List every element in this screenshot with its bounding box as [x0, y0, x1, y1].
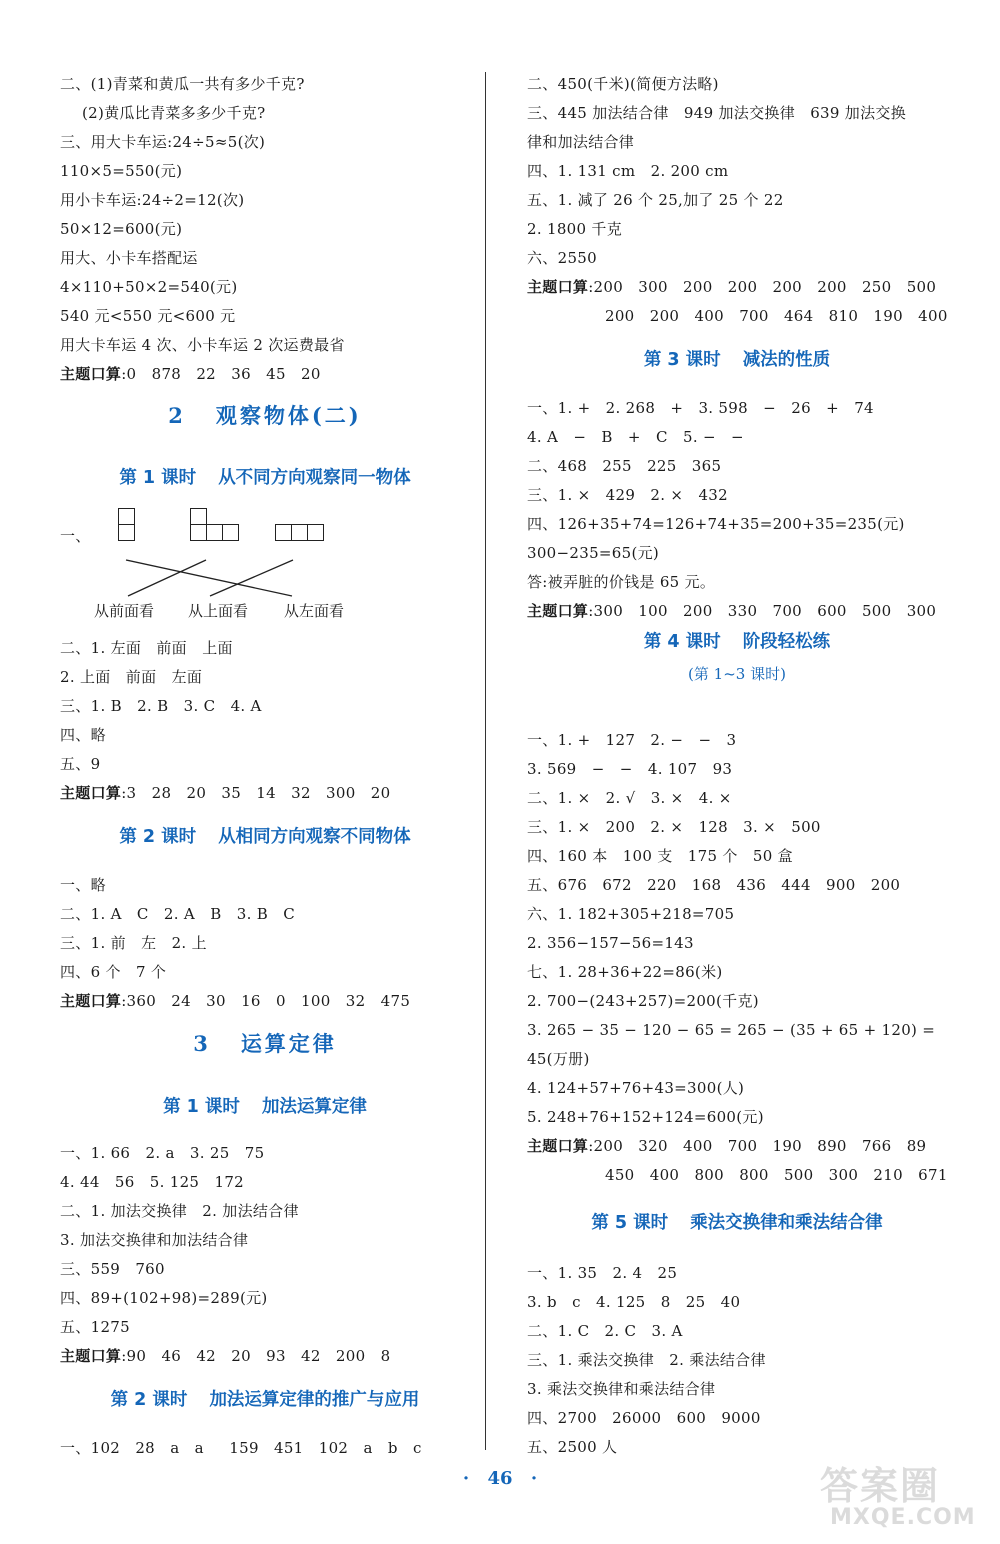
lesson-number: 第 3 课时 — [643, 350, 721, 370]
answer-line: 用大卡车运 4 次、小卡车运 2 次运费最省 — [60, 336, 345, 354]
answer-line: 二、(1)青菜和黄瓜一共有多少千克? — [60, 75, 305, 93]
answer-line: 一、1. 66 2. a 3. 25 75 — [60, 1144, 265, 1162]
answer-line: 2. 上面 前面 左面 — [60, 668, 203, 686]
unit-title: 观察物体(二) — [215, 403, 362, 428]
lesson-heading — [60, 466, 470, 490]
lesson-title: 阶段轻松练 — [742, 632, 831, 652]
lesson-title: 加法运算定律 — [261, 1097, 367, 1117]
answer-line: 三、1. 前 左 2. 上 — [60, 934, 207, 952]
page-dot: · — [530, 1468, 538, 1489]
mental-math-values: :360 24 30 16 0 100 32 475 — [121, 992, 411, 1010]
mental-math-line — [60, 364, 321, 384]
answer-line: 4. A − B + C 5. − − — [527, 428, 744, 446]
lesson-number: 第 2 课时 — [119, 827, 197, 847]
answer-line: 三、用大卡车运:24÷5≈5(次) — [60, 133, 266, 151]
answer-line: 三、1. × 200 2. × 128 3. × 500 — [527, 818, 821, 836]
column-divider — [485, 72, 486, 1450]
answer-line: 一、1. 35 2. 4 25 — [527, 1264, 678, 1282]
answer-line: 一、1. + 2. 268 + 3. 598 − 26 + 74 — [527, 399, 874, 417]
unit-number: 3 — [193, 1031, 211, 1056]
mental-math-values: :200 300 200 200 200 200 250 500 — [588, 278, 937, 296]
mental-math-values: :300 100 200 330 700 600 500 300 — [588, 602, 937, 620]
mental-math-line — [60, 783, 390, 803]
answer-line: 三、1. 乘法交换律 2. 乘法结合律 — [527, 1351, 766, 1369]
answer-line: 一、1. + 127 2. − − 3 — [527, 731, 737, 749]
lesson-heading — [527, 348, 947, 372]
answer-line: 4. 124+57+76+43=300(人) — [527, 1079, 745, 1097]
page-dot: · — [462, 1468, 470, 1489]
answer-line: 4. 44 56 5. 125 172 — [60, 1173, 245, 1191]
lesson-subheading: (第 1~3 课时) — [688, 665, 786, 683]
answer-line: 50×12=600(元) — [60, 220, 183, 238]
answer-line: 5. 248+76+152+124=600(元) — [527, 1108, 764, 1126]
answer-line: 4×110+50×2=540(元) — [60, 278, 238, 296]
view-label-top: 从上面看 — [188, 602, 249, 620]
lesson-number: 第 1 课时 — [119, 468, 197, 488]
answer-line: 三、1. × 429 2. × 432 — [527, 486, 728, 504]
answer-line: 七、1. 28+36+22=86(米) — [527, 963, 723, 981]
watermark-text: 答案圈 — [820, 1464, 941, 1508]
unit-title: 运算定律 — [240, 1031, 337, 1056]
answer-line: 四、126+35+74=126+74+35=200+35=235(元) — [527, 515, 905, 533]
view-label-front: 从前面看 — [94, 602, 155, 620]
unit-number: 2 — [168, 403, 186, 428]
lesson-heading — [60, 825, 470, 849]
answer-line: 二、1. A C 2. A B 3. B C — [60, 905, 296, 923]
answer-line: 四、略 — [60, 726, 106, 744]
mental-math-label: 主题口算 — [60, 992, 122, 1010]
mental-math-values: 450 400 800 800 500 300 210 671 — [605, 1166, 948, 1184]
answer-line: 五、2500 人 — [527, 1438, 618, 1456]
watermark-logo — [820, 1455, 985, 1535]
lesson-heading — [60, 1388, 470, 1412]
answer-line: 律和加法结合律 — [527, 133, 635, 151]
answer-line: 二、1. 左面 前面 上面 — [60, 639, 233, 657]
answer-line: 二、1. × 2. √ 3. × 4. × — [527, 789, 732, 807]
answer-line: 一、略 — [60, 876, 106, 894]
lesson-heading — [527, 630, 947, 654]
answer-line: 3. 加法交换律和加法结合律 — [60, 1231, 249, 1249]
lesson-number: 第 1 课时 — [163, 1097, 240, 1117]
answer-line: 四、6 个 7 个 — [60, 963, 167, 981]
answer-line: 四、1. 131 cm 2. 200 cm — [527, 162, 729, 180]
unit-heading — [60, 402, 470, 430]
mental-math-values: :90 46 42 20 93 42 200 8 — [121, 1347, 391, 1365]
mental-math-values: :200 320 400 700 190 890 766 89 — [588, 1137, 927, 1155]
lesson-number: 第 5 课时 — [591, 1213, 669, 1233]
mental-math-values: :3 28 20 35 14 32 300 20 — [121, 784, 391, 802]
views-figure — [60, 508, 470, 623]
answer-line: 45(万册) — [527, 1050, 590, 1068]
mental-math-line — [527, 277, 936, 297]
view-label-left: 从左面看 — [284, 602, 345, 620]
page-number-value: 46 — [487, 1468, 513, 1489]
lesson-title: 从相同方向观察不同物体 — [218, 827, 411, 847]
answer-line: 六、1. 182+305+218=705 — [527, 905, 735, 923]
answer-line: 3. 569 − − 4. 107 93 — [527, 760, 733, 778]
answer-line: 五、1275 — [60, 1318, 130, 1336]
answer-line: 300−235=65(元) — [527, 544, 660, 562]
answer-line: 答:被弄脏的价钱是 65 元。 — [527, 573, 716, 591]
answer-line: 2. 1800 千克 — [527, 220, 623, 238]
answer-line: 用小卡车运:24÷2=12(次) — [60, 191, 245, 209]
question-label: 一、 — [60, 527, 91, 545]
answer-line: 3. 乘法交换律和乘法结合律 — [527, 1380, 716, 1398]
answer-line: 一、102 28 a a 159 451 102 a b c — [60, 1439, 422, 1457]
mental-math-line — [527, 601, 936, 621]
mental-math-label: 主题口算 — [527, 1137, 589, 1155]
mental-math-line — [527, 1136, 926, 1156]
answer-line: 五、1. 减了 26 个 25,加了 25 个 22 — [527, 191, 784, 209]
lesson-heading — [527, 1211, 947, 1235]
answer-line: 2. 356−157−56=143 — [527, 934, 694, 952]
answer-line: (2)黄瓜比青菜多多少千克? — [82, 104, 266, 122]
lesson-title: 加法运算定律的推广与应用 — [209, 1390, 420, 1410]
answer-line: 五、9 — [60, 755, 101, 773]
answer-line: 三、559 760 — [60, 1260, 165, 1278]
answer-line: 110×5=550(元) — [60, 162, 183, 180]
watermark-url: MXQE.COM — [830, 1505, 976, 1530]
answer-line: 四、89+(102+98)=289(元) — [60, 1289, 268, 1307]
answer-line: 540 元<550 元<600 元 — [60, 307, 236, 325]
mental-math-label: 主题口算 — [527, 278, 589, 296]
answer-line: 用大、小卡车搭配运 — [60, 249, 198, 267]
lesson-heading — [60, 1095, 470, 1119]
mental-math-label: 主题口算 — [60, 784, 122, 802]
mental-math-values: 200 200 400 700 464 810 190 400 — [605, 307, 948, 325]
mental-math-label: 主题口算 — [60, 365, 122, 383]
mental-math-label: 主题口算 — [60, 1347, 122, 1365]
lesson-title: 乘法交换律和乘法结合律 — [690, 1213, 883, 1233]
unit-heading — [60, 1030, 470, 1058]
answer-line: 二、1. 加法交换律 2. 加法结合律 — [60, 1202, 299, 1220]
answer-line: 三、445 加法结合律 949 加法交换律 639 加法交换 — [527, 104, 907, 122]
mental-math-values: :0 878 22 36 45 20 — [121, 365, 321, 383]
answer-line: 三、1. B 2. B 3. C 4. A — [60, 697, 262, 715]
lesson-title: 从不同方向观察同一物体 — [218, 468, 411, 488]
answer-line: 四、2700 26000 600 9000 — [527, 1409, 761, 1427]
answer-line: 六、2550 — [527, 249, 597, 267]
answer-line: 五、676 672 220 168 436 444 900 200 — [527, 876, 901, 894]
answer-line: 3. b c 4. 125 8 25 40 — [527, 1293, 741, 1311]
lesson-number: 第 2 课时 — [110, 1390, 188, 1410]
answer-line: 四、160 本 100 支 175 个 50 盒 — [527, 847, 793, 865]
answer-line: 3. 265 − 35 − 120 − 65 = 265 − (35 + 65 + 120) = — [527, 1021, 936, 1039]
answer-line: 二、468 255 225 365 — [527, 457, 722, 475]
mental-math-label: 主题口算 — [527, 602, 589, 620]
mental-math-line — [60, 991, 410, 1011]
lesson-title: 减法的性质 — [742, 350, 831, 370]
answer-line: 二、1. C 2. C 3. A — [527, 1322, 683, 1340]
mental-math-line — [60, 1346, 390, 1366]
lesson-number: 第 4 课时 — [643, 632, 721, 652]
answer-line: 二、450(千米)(简便方法略) — [527, 75, 719, 93]
answer-line: 2. 700−(243+257)=200(千克) — [527, 992, 759, 1010]
